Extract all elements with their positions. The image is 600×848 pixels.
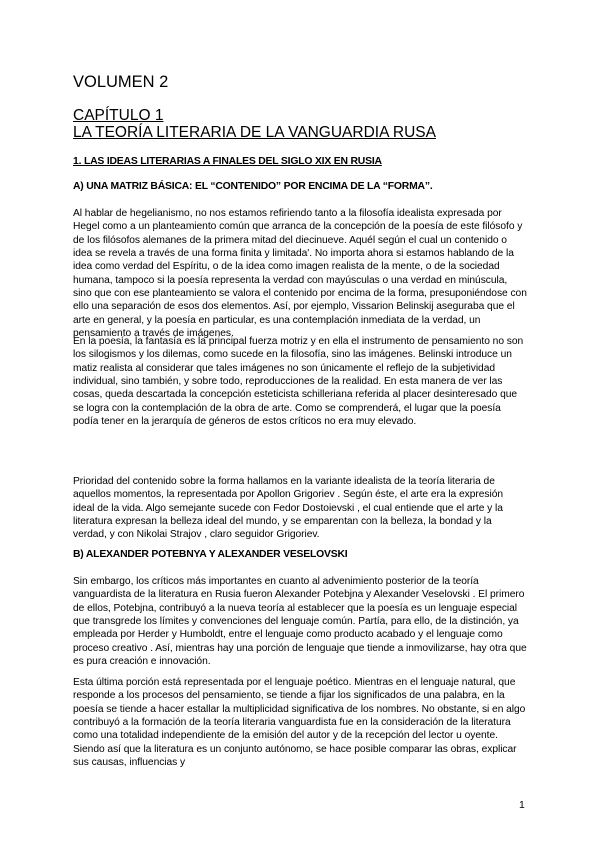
- section-1-heading: 1. LAS IDEAS LITERARIAS A FINALES DEL SIGLO XIX EN RUSIA: [73, 156, 382, 167]
- paragraph: Sin embargo, los críticos más importantes en cuanto al advenimiento posterior de la teoría vanguardista de la literatura en Rusia fueron Alexander Potebjna y Alexander Veselovski . El primero de ellos, Potebjna, contribuyó a la nueva teoría al establecer que la poesía es un lenguaje especial que transgrede los límites y convenciones del lenguaje común. Partía, para ello, de la distinción, ya empleada por Herder y Humboldt, entre el lenguaje como producto acabado y el lenguaje como proceso creativo . Así, mientras hay una porción de lenguaje que tiende a inmovilizarse, hay otra que es pura creación e innovación.: [73, 576, 527, 668]
- page-number: 1: [519, 799, 525, 811]
- paragraph: En la poesía, la fantasía es la principal fuerza motriz y en ella el instrumento de pensamiento no son los silogismos y los dilemas, como sucede en la filosofía, sino las imágenes. Belinski introduce un matiz realista al considerar que tales imágenes no son únicamente el reflejo de la subjetividad individual, sino también, y sobre todo, reproducciones de la realidad. En esta manera de ver las cosas, queda descartada la concepción esteticista schilleriana referida al placer desinteresado que se logra con la contemplación de la obra de arte. Como se comprenderá, el lugar que la poesía podía tener en la jerarquía de géneros de estos críticos no era muy elevado.: [73, 336, 524, 428]
- chapter-number: CAPÍTULO 1: [73, 107, 164, 124]
- chapter-heading: [73, 107, 436, 141]
- paragraph: Al hablar de hegelianismo, no nos estamos refiriendo tanto a la filosofía idealista expresada por Hegel como a un planteamiento común que arranca de la concepción de la poesía de este filósofo y de los filósofos alemanes de la primera mitad del diecinueve. Aquél según el cual un contenido o idea se revela a través de una forma finita y limitada'. No importa ahora si estamos hablando de la idea como verdad del Espíritu, o de la idea como imagen realista de la mente, o de la sociedad humana, tampoco si la poesía representa la verdad con mayúsculas o una verdad en minúscula, sino que con ese planteamiento se valora el contenido por encima de la forma, presuponiéndose con ello una separación de esos dos elementos. Así, por ejemplo, Vissarion Belinskij aseguraba que el arte en general, y la poesía en particular, es una contemplación inmediata de la verdad, un pensamiento a través de imágenes.: [73, 208, 527, 340]
- subsection-b-heading: B) ALEXANDER POTEBNYA Y ALEXANDER VESELOVSKI: [73, 549, 348, 560]
- subsection-a-heading: A) UNA MATRIZ BÁSICA: EL “CONTENIDO” POR ENCIMA DE LA “FORMA”.: [73, 181, 433, 192]
- chapter-title: LA TEORÍA LITERARIA DE LA VANGUARDIA RUSA: [73, 124, 436, 141]
- paragraph: Prioridad del contenido sobre la forma hallamos en la variante idealista de la teoría literaria de aquellos momentos, la representada por Apollon Grigoriev . Según éste, el arte era la expresión ideal de la vida. Algo semejante sucede con Fedor Dostoievski , el cual entiende que el arte y la literatura expresan la belleza ideal del mundo, y se emparentan con la belleza, la bondad y la verdad, y con Nikolai Strajov , claro seguidor Grigoriev.: [73, 476, 503, 541]
- volume-title: VOLUMEN 2: [73, 73, 169, 91]
- paragraph: Esta última porción está representada por el lenguaje poético. Mientras en el lenguaje natural, que responde a los procesos del pensamiento, se tiende a fijar los significados de una palabra, en la poesía se tiende a hacer estallar la multiplicidad significativa de los nombres. No obstante, si en algo contribuyó a la formación de la teoría literaria vanguardista fue en la consideración de la literatura como una totalidad independiente de la emisión del autor y de la recepción del lector u oyente. Siendo así que la literatura es un conjunto autónomo, se hace posible comparar las obras, explicar sus causas, influencias y: [73, 677, 526, 769]
